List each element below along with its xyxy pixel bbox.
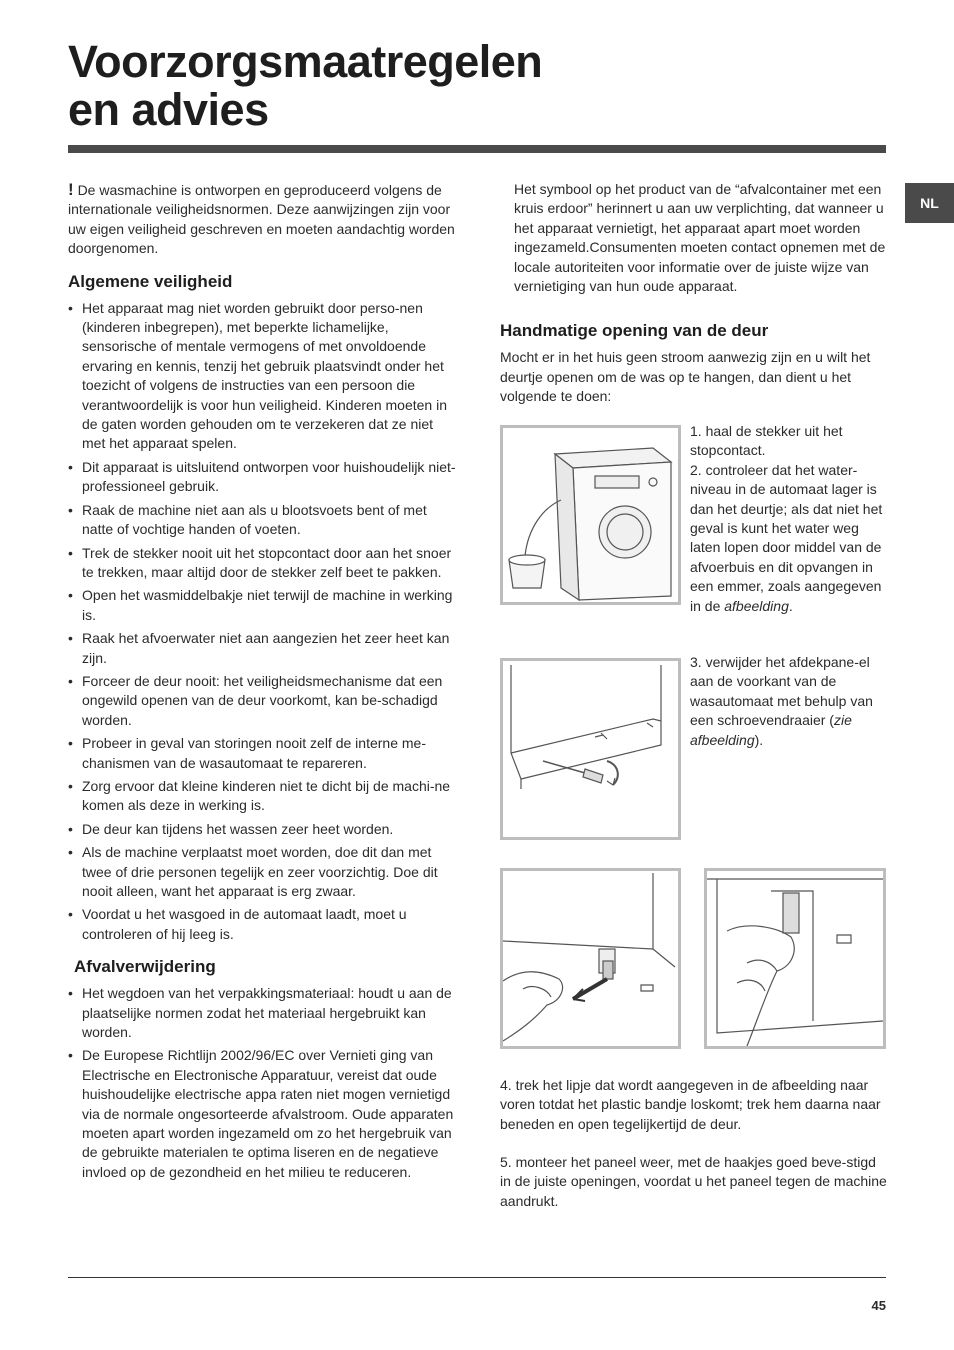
list-item: • Voordat u het wasgoed in de automaat laadt, moet u controleren of hij leeg is.	[68, 905, 460, 944]
footer-rule	[68, 1277, 886, 1278]
step-1: 1. haal de stekker uit het stopcontact.	[690, 423, 843, 459]
list-item: • Trek de stekker nooit uit het stopcontact door aan het snoer te trekken, maar altijd door de stekker zelf beet te pakken.	[68, 544, 460, 583]
panel-removal-illustration	[500, 658, 681, 840]
list-item: • Raak de machine niet aan als u blootsvoets bent of met natte of vochtige handen of voeten.	[68, 501, 460, 540]
screwdriver-drawing	[503, 661, 678, 837]
title-rule	[68, 145, 886, 153]
disposal-heading: Afvalverwijdering	[74, 957, 216, 977]
door-intro: Mocht er in het huis geen stroom aanwezig zijn en u wilt het deurtje openen om de was op te hangen, dan dient u het volgende te doen:	[500, 349, 871, 405]
washer-drain-drawing	[503, 428, 678, 602]
door-heading: Handmatige opening van de deur	[500, 321, 769, 341]
step-4: 4. trek het lipje dat wordt aangegeven in de afbeelding naar voren totdat het plastic bandje loskomt; trek hem daarna naar beneden en open tegelijkertijd de deur.	[500, 1077, 881, 1132]
list-item: • Het wegdoen van het verpakkingsmateriaal: houdt u aan de plaatselijke normen zodat het materiaal hergebruikt kan worden.	[68, 984, 460, 1042]
safety-heading: Algemene veiligheid	[68, 271, 233, 291]
list-item: • Het apparaat mag niet worden gebruikt door perso-nen (kinderen inbegrepen), met beperkte lichamelijke, sensorische of mentale vermogens of met onvoldoende ervaring en kennis, tenzij het gebruik plaatsvindt onder het toezicht of volgens de instructies van een persoon die verantwoordelijk is voor hun veiligheid. Kinderen moeten in de gaten worden gehouden om te verzekeren dat ze niet met het apparaat spelen.	[68, 299, 460, 454]
safety-list	[68, 299, 460, 945]
hand-tab-drawing	[707, 871, 883, 1046]
door-release-illustration	[704, 868, 886, 1049]
step-2: 2. controleer dat het water-niveau in de automaat lager is dan het deurtje; als dat niet het geval is kunt het water weg laten lopen door middel van de afvoerbuis en dit opvangen in een emmer, zoals aangegeven in de afbeelding.	[690, 461, 883, 614]
washer-drain-illustration	[500, 425, 681, 605]
list-item: • De deur kan tijdens het wassen zeer heet worden.	[68, 820, 460, 839]
list-item: • Forceer de deur nooit: het veiligheidsmechanisme dat een ongewild openen van de deur voorkomt, kan be-schadigd worden.	[68, 672, 460, 730]
intro-text: De wasmachine is ontworpen en geproduceerd volgens de internationale veiligheidsnormen. Deze aanwijzingen zijn voor uw eigen veiligheid geschreven en moeten aandachtig worden doorgenomen.	[68, 182, 455, 257]
list-item: • Als de machine verplaatst moet worden, doe dit dan met twee of drie personen tegelijk en zeer voorzichtig. Doe dit nooit alleen, want het apparaat is erg zwaar.	[68, 843, 460, 901]
page-title	[68, 38, 542, 134]
tab-pull-illustration	[500, 868, 681, 1049]
warning-mark: !	[68, 180, 74, 199]
page-title-line1: Voorzorgsmaatregelen	[68, 36, 543, 87]
list-item: • De Europese Richtlijn 2002/96/EC over Vernieti ging van Electrische en Electronische Apparatuur, vereist dat oude huishoudelijke electrische appa raten niet mogen vernietigd via de normale ongesorteerde afvalstroom. Oude apparaten moeten apart worden ingezameld om zo het hergebruik van de gebruikte materialen te optima liseren en de negatieve invloed op de gezondheid en het milieu te reduceren.	[68, 1046, 460, 1182]
page-number: 45	[871, 1298, 886, 1313]
step-1-2-text	[690, 422, 890, 616]
step-3-text	[690, 653, 890, 750]
list-item: • Open het wasmiddelbakje niet terwijl de machine in werking is.	[68, 586, 460, 625]
figure-reference: zie afbeelding	[690, 712, 852, 748]
pull-tab-drawing	[503, 871, 678, 1046]
page-title-line2: en advies	[68, 84, 269, 135]
step-5: 5. monteer het paneel weer, met de haakjes goed beve-stigd in de juiste openingen, voordat u het paneel tegen de machine aandrukt.	[500, 1154, 887, 1209]
list-item: • Raak het afvoerwater niet aan aangezien het zeer heet kan zijn.	[68, 629, 460, 668]
left-column	[68, 180, 460, 1186]
disposal-symbol-text: Het symbool op het product van de “afvalcontainer met een kruis erdoor” herinnert u aan uw verplichting, dat wanneer u het apparaat vernietigt, het apparaat apart moet worden ingezameld.Consumenten moeten contact opnemen met de locale autoriteiten voor informatie over de juiste wijze van vernietiging van hun oude apparaat.	[514, 181, 886, 295]
right-column	[500, 180, 888, 407]
language-tab: NL	[905, 183, 954, 223]
step-3: 3. verwijder het afdekpane-el aan de voorkant van de wasautomaat met behulp van een schroevendraaier (zie afbeelding).	[690, 654, 873, 748]
figure-reference: afbeelding	[724, 597, 789, 614]
list-item: • Zorg ervoor dat kleine kinderen niet te dicht bij de machi-ne komen als deze in werking is.	[68, 777, 460, 816]
intro-paragraph	[68, 180, 460, 259]
list-item: • Probeer in geval van storingen nooit zelf de interne me-chanismen van de wasautomaat te repareren.	[68, 734, 460, 773]
disposal-list	[68, 984, 460, 1182]
list-item: • Dit apparaat is uitsluitend ontworpen voor huishoudelijk niet-professioneel gebruik.	[68, 458, 460, 497]
